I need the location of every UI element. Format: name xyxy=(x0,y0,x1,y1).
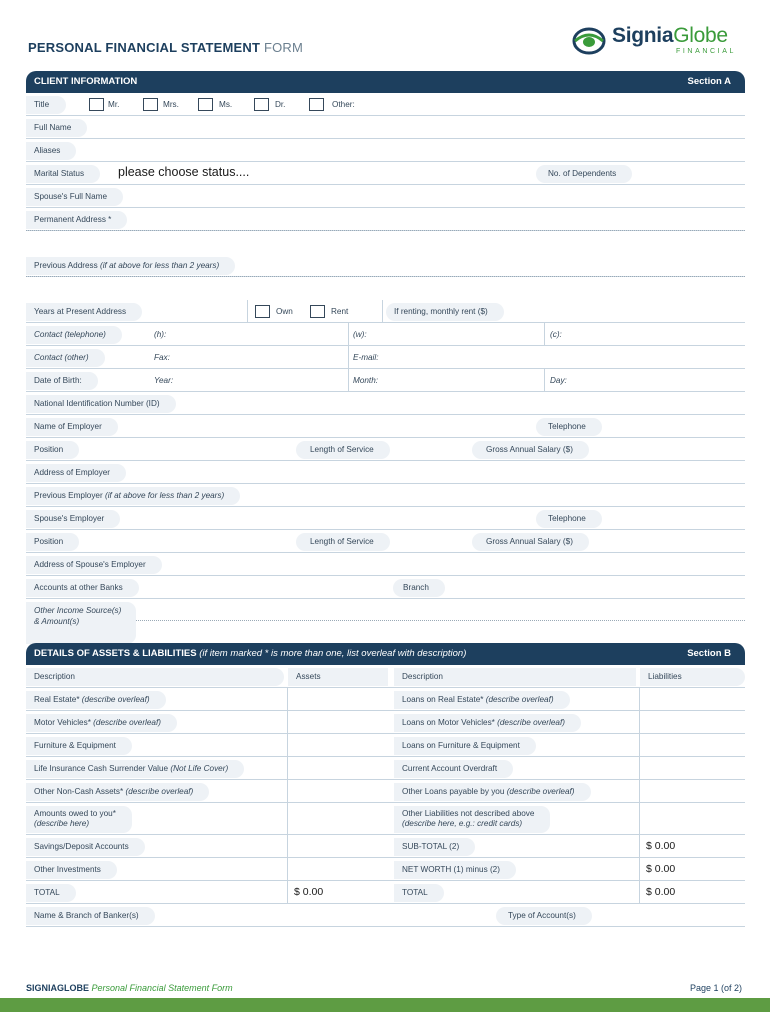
checkbox-ms[interactable] xyxy=(198,98,213,111)
dob-label: Date of Birth: xyxy=(26,372,98,390)
checkbox-other-label: Other: xyxy=(332,100,355,109)
other-investments-label: Other Investments xyxy=(26,861,117,879)
checkbox-mr[interactable] xyxy=(89,98,104,111)
marital-status-select[interactable]: please choose status.... xyxy=(118,165,250,179)
title-label: Title xyxy=(26,96,66,114)
employer-row xyxy=(26,415,745,438)
assets-column-header xyxy=(26,665,745,688)
work-phone-label: (w): xyxy=(353,330,367,339)
monthly-rent-label: If renting, monthly rent ($) xyxy=(386,303,504,321)
spouse-employer-row xyxy=(26,507,745,530)
section-b-header xyxy=(26,643,745,665)
account-type-label: Type of Account(s) xyxy=(496,907,592,925)
divider xyxy=(544,323,545,346)
total-assets-label: TOTAL xyxy=(26,884,76,902)
footer-form-name: Personal Financial Statement Form xyxy=(91,983,233,993)
amounts-owed-text: Amounts owed to you* xyxy=(34,809,116,818)
liability-label-note: (describe overleaf) xyxy=(506,787,575,796)
divider xyxy=(348,346,349,369)
gross-salary-label: Gross Annual Salary ($) xyxy=(472,441,589,459)
divider xyxy=(247,300,248,323)
contact-telephone-row xyxy=(26,323,745,346)
liability-label-text: Loans on Furniture & Equipment xyxy=(402,741,520,750)
checkbox-rent-label: Rent xyxy=(331,307,349,316)
previous-address-line-2[interactable] xyxy=(26,254,745,277)
contact-other-row xyxy=(26,346,745,369)
national-id-label: National Identification Number (ID) xyxy=(26,395,176,413)
liability-label xyxy=(394,783,591,801)
section-b-title xyxy=(34,648,466,659)
other-income-row[interactable] xyxy=(26,599,745,645)
aliases-label: Aliases xyxy=(26,142,76,160)
savings-row xyxy=(26,835,745,858)
asset-label xyxy=(26,714,177,732)
spouse-telephone-label: Telephone xyxy=(536,510,602,528)
total-row xyxy=(26,881,745,904)
other-investments-row xyxy=(26,858,745,881)
footer-brand xyxy=(26,983,233,993)
liability-label-text: Loans on Motor Vehicles* xyxy=(402,718,495,727)
amounts-owed-row xyxy=(26,803,745,835)
employer-label: Name of Employer xyxy=(26,418,118,436)
permanent-address-label: Permanent Address * xyxy=(26,211,127,229)
asset-label-note: (describe overleaf) xyxy=(125,787,194,796)
years-at-address-row xyxy=(26,300,745,323)
divider xyxy=(348,323,349,346)
liability-label xyxy=(394,714,581,732)
asset-liability-row xyxy=(26,780,745,803)
divider xyxy=(287,803,288,835)
asset-value-field[interactable] xyxy=(288,688,392,711)
spouse-position-row xyxy=(26,530,745,553)
assets-header: Assets xyxy=(288,668,388,686)
asset-label-text: Motor Vehicles* xyxy=(34,718,91,727)
position-label: Position xyxy=(26,441,79,459)
divider xyxy=(639,835,640,858)
liability-value-field[interactable] xyxy=(640,780,745,803)
page-title xyxy=(28,40,303,55)
asset-label-text: Real Estate* xyxy=(34,695,80,704)
divider xyxy=(348,369,349,392)
other-income-label: Other Income Source(s) & Amount(s) xyxy=(26,602,136,644)
page-indicator: Page 1 (of 2) xyxy=(689,983,742,993)
asset-value-field[interactable] xyxy=(288,711,392,734)
other-liabilities-label xyxy=(394,806,550,833)
marital-status-label: Marital Status xyxy=(26,165,100,183)
checkbox-mrs-label: Mrs. xyxy=(163,100,179,109)
spouse-employer-address-label: Address of Spouse's Employer xyxy=(26,556,162,574)
assets-description-header: Description xyxy=(26,668,284,686)
checkbox-own[interactable] xyxy=(255,305,270,318)
asset-label-text: Life Insurance Cash Surrender Value xyxy=(34,764,169,773)
employer-address-row[interactable] xyxy=(26,461,745,484)
length-of-service-label: Length of Service xyxy=(296,441,390,459)
divider xyxy=(287,858,288,881)
checkbox-mrs[interactable] xyxy=(143,98,158,111)
asset-liability-row xyxy=(26,757,745,780)
footer-brand-name: SIGNIAGLOBE xyxy=(26,983,90,993)
globe-logo-icon xyxy=(572,26,606,56)
aliases-row[interactable] xyxy=(26,139,745,162)
divider xyxy=(639,858,640,881)
title-bold: PERSONAL FINANCIAL STATEMENT xyxy=(28,40,261,55)
checkbox-ms-label: Ms. xyxy=(219,100,233,109)
savings-label: Savings/Deposit Accounts xyxy=(26,838,145,856)
section-a-tag: Section A xyxy=(687,76,731,87)
cell-phone-label: (c): xyxy=(550,330,562,339)
previous-employer-row[interactable] xyxy=(26,484,745,507)
liability-label-text: Current Account Overdraft xyxy=(402,764,498,773)
dob-year-label: Year: xyxy=(154,376,174,385)
divider xyxy=(544,369,545,392)
asset-value-field[interactable] xyxy=(288,757,392,780)
liabilities-header: Liabilities xyxy=(640,668,745,686)
previous-address-text: Previous Address xyxy=(34,261,98,270)
previous-employer-note: (if at above for less than 2 years) xyxy=(105,491,225,500)
divider xyxy=(287,835,288,858)
spouse-employer-address-row[interactable] xyxy=(26,553,745,576)
employer-telephone-label: Telephone xyxy=(536,418,602,436)
total-liabilities-label: TOTAL xyxy=(394,884,444,902)
email-label: E-mail: xyxy=(353,353,379,362)
amounts-owed-note: (describe here) xyxy=(34,819,90,828)
checkbox-rent[interactable] xyxy=(310,305,325,318)
other-income-line xyxy=(136,620,745,621)
asset-label-note: (describe overleaf) xyxy=(93,718,161,727)
title-row xyxy=(26,93,745,116)
subtotal-value[interactable]: $ 0.00 xyxy=(646,840,676,852)
years-at-address-label: Years at Present Address xyxy=(26,303,142,321)
spouse-employer-label: Spouse's Employer xyxy=(26,510,120,528)
asset-label-note: (Not Life Cover) xyxy=(170,764,229,773)
net-worth-value[interactable]: $ 0.00 xyxy=(646,863,676,875)
dob-day-label: Day: xyxy=(550,376,567,385)
banker-row xyxy=(26,904,745,927)
spouse-gross-salary-label: Gross Annual Salary ($) xyxy=(472,533,589,551)
asset-label xyxy=(26,737,132,755)
total-assets-value[interactable]: $ 0.00 xyxy=(294,886,324,898)
liability-label xyxy=(394,691,570,709)
accounts-other-banks-label: Accounts at other Banks xyxy=(26,579,139,597)
asset-label xyxy=(26,760,244,778)
banker-label: Name & Branch of Banker(s) xyxy=(26,907,155,925)
section-a-title: CLIENT INFORMATION xyxy=(34,76,138,87)
amounts-owed-label xyxy=(26,806,132,833)
footer-bar xyxy=(0,998,770,1012)
asset-liability-row xyxy=(26,688,745,711)
asset-label xyxy=(26,783,209,801)
checkbox-other[interactable] xyxy=(309,98,324,111)
liability-label-note: (describe overleaf) xyxy=(497,718,565,727)
liability-label xyxy=(394,760,513,778)
divider xyxy=(639,803,640,835)
subtotal-label: SUB-TOTAL (2) xyxy=(394,838,475,856)
home-phone-label: (h): xyxy=(154,330,167,339)
section-b-tag: Section B xyxy=(687,648,731,659)
section-a-header xyxy=(26,71,745,93)
logo-name-signia: Signia xyxy=(612,24,674,47)
liability-label xyxy=(394,737,536,755)
contact-telephone-label: Contact (telephone) xyxy=(26,326,122,344)
checkbox-dr[interactable] xyxy=(254,98,269,111)
liability-label-text: Loans on Real Estate* xyxy=(402,695,484,704)
asset-label-text: Other Non-Cash Assets* xyxy=(34,787,124,796)
dependents-label: No. of Dependents xyxy=(536,165,632,183)
liability-value-field[interactable] xyxy=(640,734,745,757)
logo-subtitle: FINANCIAL xyxy=(676,48,736,55)
dob-row xyxy=(26,369,745,392)
dob-month-label: Month: xyxy=(353,376,379,385)
asset-liability-row xyxy=(26,711,745,734)
net-worth-label: NET WORTH (1) minus (2) xyxy=(394,861,516,879)
asset-label xyxy=(26,691,166,709)
asset-label-text: Furniture & Equipment xyxy=(34,741,116,750)
spouse-length-of-service-label: Length of Service xyxy=(296,533,390,551)
other-liabilities-text: Other Liabilities not described above xyxy=(402,809,535,818)
national-id-row[interactable] xyxy=(26,392,745,415)
liability-value-field[interactable] xyxy=(640,688,745,711)
divider xyxy=(287,881,288,904)
total-liabilities-value[interactable]: $ 0.00 xyxy=(646,886,676,898)
contact-other-label: Contact (other) xyxy=(26,349,105,367)
previous-address-note: (if at above for less than 2 years) xyxy=(100,261,220,270)
liability-value-field[interactable] xyxy=(640,711,745,734)
permanent-address-line-2[interactable] xyxy=(26,208,745,231)
fax-label: Fax: xyxy=(154,353,170,362)
divider xyxy=(382,300,383,323)
liabilities-description-header: Description xyxy=(394,668,636,686)
employer-address-label: Address of Employer xyxy=(26,464,126,482)
logo-name-globe: Globe xyxy=(673,24,728,47)
asset-liability-row xyxy=(26,734,745,757)
branch-label: Branch xyxy=(393,579,445,597)
checkbox-dr-label: Dr. xyxy=(275,100,286,109)
spouse-position-label: Position xyxy=(26,533,79,551)
spouse-name-row[interactable] xyxy=(26,185,745,208)
marital-status-row xyxy=(26,162,745,185)
divider xyxy=(639,881,640,904)
signiaglobe-logo xyxy=(572,24,752,60)
title-light: FORM xyxy=(263,40,304,55)
checkbox-own-label: Own xyxy=(276,307,293,316)
other-liabilities-note: (describe here, e.g.: credit cards) xyxy=(402,819,523,828)
liability-value-field[interactable] xyxy=(640,757,745,780)
asset-value-field[interactable] xyxy=(288,780,392,803)
section-b-title-text: DETAILS OF ASSETS & LIABILITIES xyxy=(34,648,197,659)
section-b-title-note: (if item marked * is more than one, list overleaf with description) xyxy=(199,648,467,659)
liability-label-text: Other Loans payable by you xyxy=(402,787,505,796)
position-row xyxy=(26,438,745,461)
accounts-other-banks-row xyxy=(26,576,745,599)
previous-employer-label xyxy=(26,487,240,505)
previous-employer-text: Previous Employer xyxy=(34,491,103,500)
checkbox-mr-label: Mr. xyxy=(108,100,120,109)
liability-label-note: (describe overleaf) xyxy=(485,695,554,704)
spouse-name-label: Spouse's Full Name xyxy=(26,188,123,206)
asset-label-note: (describe overleaf) xyxy=(81,695,150,704)
full-name-label: Full Name xyxy=(26,119,87,137)
full-name-row[interactable] xyxy=(26,116,745,139)
asset-value-field[interactable] xyxy=(288,734,392,757)
logo-wordmark xyxy=(612,24,728,48)
